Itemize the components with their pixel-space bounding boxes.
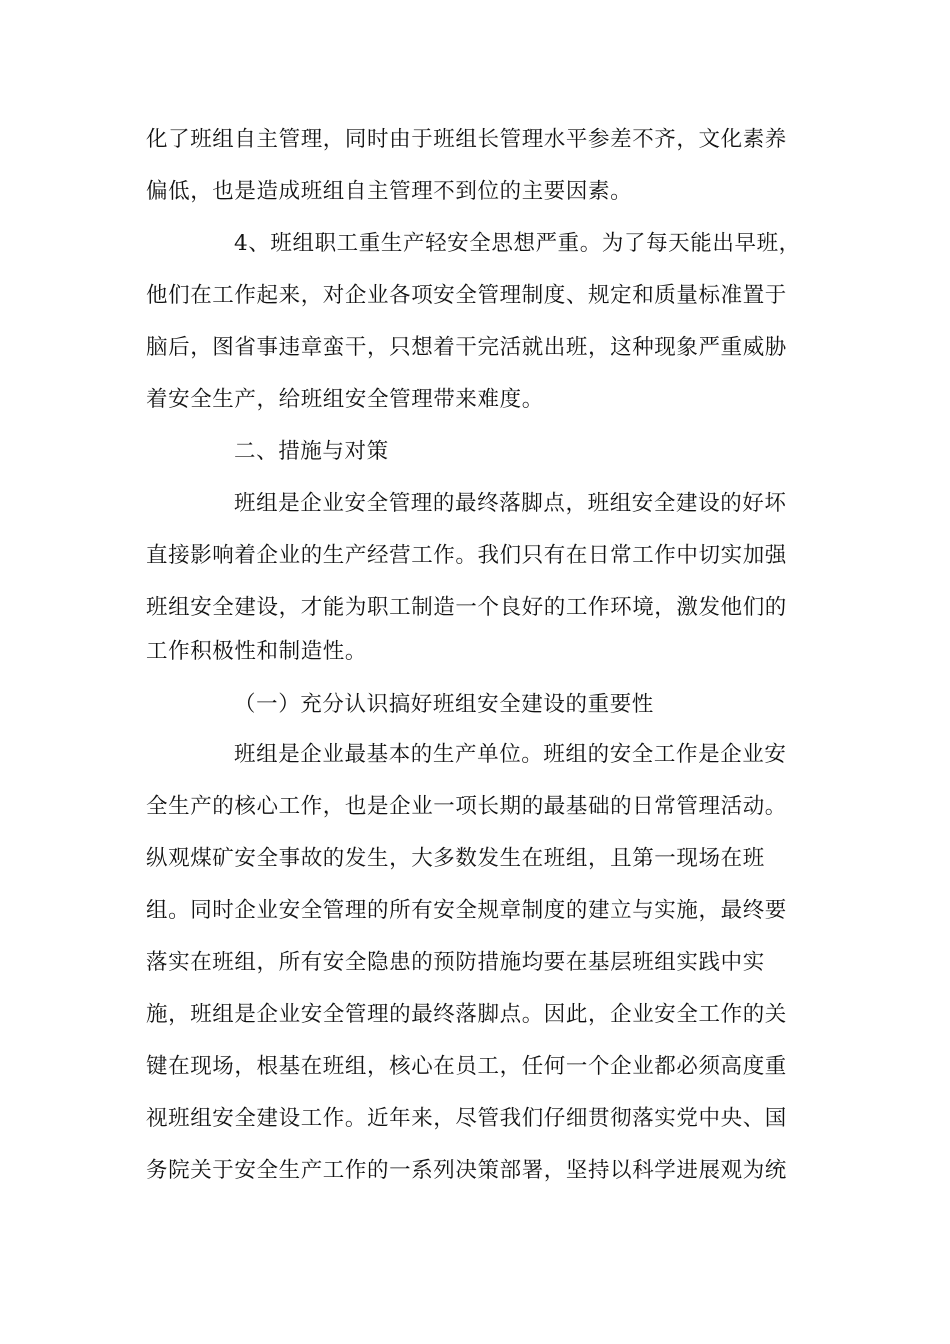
text-line: 偏低，也是造成班组自主管理不到位的主要因素。	[146, 179, 633, 204]
text-line: 施，班组是企业安全管理的最终落脚点。因此，企业安全工作的关	[146, 1002, 787, 1027]
text-line: 着安全生产，给班组安全管理带来难度。	[146, 387, 544, 412]
text-line: 班组是企业安全管理的最终落脚点，班组安全建设的好坏	[234, 491, 787, 516]
text-line: 脑后，图省事违章蛮干，只想着干完活就出班，这种现象严重威胁	[146, 335, 787, 360]
section-heading: 二、措施与对策	[234, 439, 389, 464]
subsection-heading: （一）充分认识搞好班组安全建设的重要性	[234, 692, 654, 717]
text-line: 务院关于安全生产工作的一系列决策部署，坚持以科学进展观为统	[146, 1158, 787, 1183]
text-line: 4、班组职工重生产轻安全思想严重。为了每天能出早班，	[234, 231, 801, 256]
text-line: 纵观煤矿安全事故的发生，大多数发生在班组，且第一现场在班	[146, 846, 765, 871]
text-line: 组。同时企业安全管理的所有安全规章制度的建立与实施，最终要	[146, 898, 787, 923]
text-line: 班组是企业最基本的生产单位。班组的安全工作是企业安	[234, 742, 787, 767]
text-line: 工作积极性和制造性。	[146, 639, 368, 664]
text-line: 落实在班组，所有安全隐患的预防措施均要在基层班组实践中实	[146, 950, 765, 975]
text-line: 键在现场，根基在班组，核心在员工，任何一个企业都必须高度重	[146, 1054, 787, 1079]
text-line: 班组安全建设，才能为职工制造一个良好的工作环境，激发他们的	[146, 595, 787, 620]
text-line: 直接影响着企业的生产经营工作。我们只有在日常工作中切实加强	[146, 543, 787, 568]
text-line: 全生产的核心工作，也是企业一项长期的最基础的日常管理活动。	[146, 794, 787, 819]
text-line: 视班组安全建设工作。近年来，尽管我们仔细贯彻落实党中央、国	[146, 1106, 787, 1131]
text-line: 化了班组自主管理，同时由于班组长管理水平参差不齐，文化素养	[146, 127, 787, 152]
text-line: 他们在工作起来，对企业各项安全管理制度、规定和质量标准置于	[146, 283, 787, 308]
